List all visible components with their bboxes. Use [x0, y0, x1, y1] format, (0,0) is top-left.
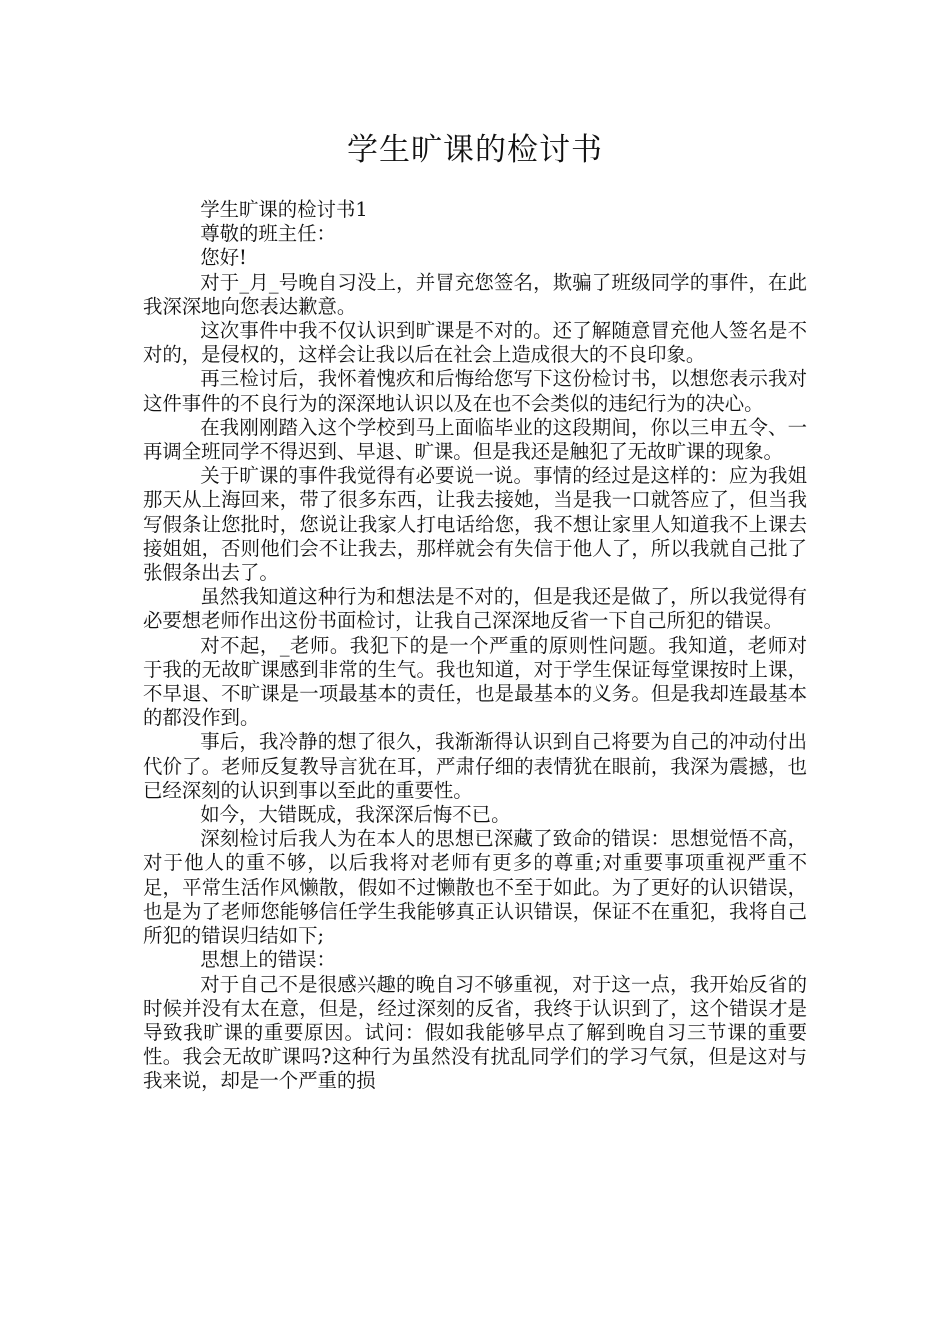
paragraph: 这次事件中我不仅认识到旷课是不对的。还了解随意冒充他人签名是不对的，是侵权的，这样会让我以后在社会上造成很大的不良印象。 [143, 319, 807, 367]
paragraph: 对不起，_老师。我犯下的是一个严重的原则性问题。我知道，老师对于我的无故旷课感到非常的生气。我也知道，对于学生保证每堂课按时上课，不早退、不旷课是一项最基本的责任，也是最基本的义务。但是我却连最基本的都没作到。 [143, 633, 807, 730]
paragraph: 关于旷课的事件我觉得有必要说一说。事情的经过是这样的：应为我姐那天从上海回来，带了很多东西，让我去接她，当是我一口就答应了，但当我写假条让您批时，您说让我家人打电话给您，我不想让家里人知道我不上课去接姐姐，否则他们会不让我去，那样就会有失信于他人了，所以我就自己批了张假条出去了。 [143, 464, 807, 585]
paragraph: 虽然我知道这种行为和想法是不对的，但是我还是做了，所以我觉得有必要想老师作出这份书面检讨，让我自己深深地反省一下自己所犯的错误。 [143, 585, 807, 633]
paragraph: 在我刚刚踏入这个学校到马上面临毕业的这段期间，你以三申五令、一再调全班同学不得迟到、早退、旷课。但是我还是触犯了无故旷课的现象。 [143, 415, 807, 464]
paragraph: 对于_月_号晚自习没上，并冒充您签名，欺骗了班级同学的事件，在此我深深地向您表达歉意。 [143, 270, 807, 318]
section-heading: 学生旷课的检讨书1 [200, 198, 368, 221]
greeting: 您好! [200, 246, 247, 270]
paragraph: 事后，我冷静的想了很久，我渐渐得认识到自己将要为自己的冲动付出代价了。老师反复教导言犹在耳，严肃仔细的表情犹在眼前，我深为震撼，也已经深刻的认识到事以至此的重要性。 [143, 730, 807, 802]
paragraph: 深刻检讨后我人为在本人的思想已深藏了致命的错误：思想觉悟不高，对于他人的重不够，以后我将对老师有更多的尊重;对重要事项重视严重不足，平常生活作风懒散，假如不过懒散也不至于如此。为了更好的认识错误，也是为了老师您能够信任学生我能够真正认识错误，保证不在重犯，我将自己所犯的错误归结如下; [143, 827, 807, 948]
salutation: 尊敬的班主任： [200, 222, 336, 246]
paragraph: 如今，大错既成，我深深后悔不已。 [200, 803, 511, 827]
paragraph: 对于自己不是很感兴趣的晚自习不够重视，对于这一点，我开始反省的时候并没有太在意，但是，经过深刻的反省，我终于认识到了，这个错误才是导致我旷课的重要原因。试问：假如我能够早点了解到晚自习三节课的重要性。我会无故旷课吗?这种行为虽然没有扰乱同学们的学习气氛，但是这对与我来说，却是一个严重的损 [143, 972, 807, 1093]
paragraph: 再三检讨后，我怀着愧疚和后悔给您写下这份检讨书，以想您表示我对这件事件的不良行为的深深地认识以及在也不会类似的违纪行为的决心。 [143, 367, 807, 415]
document-title: 学生旷课的检讨书 [347, 132, 603, 168]
subheading: 思想上的错误： [200, 948, 336, 972]
document-body [143, 198, 807, 1094]
